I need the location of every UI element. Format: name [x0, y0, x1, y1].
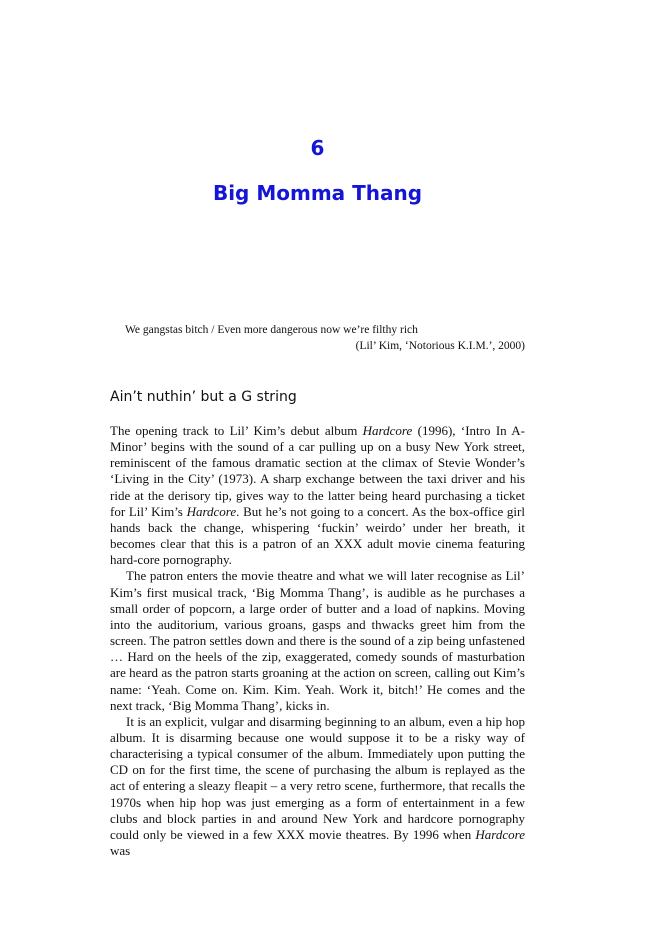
text-run: (1996), ‘Intro In A-Minor’ begins with the sound of a car pulling up on a busy New York street, reminiscent of the famous dramatic section at the climax of Stevie Wonder’s ‘Living in the City’ (1973). A sharp exchange between the taxi driver and his ride at the derisory tip, gives way to the latter being heard purchasing a ticket for Lil’ Kim’s	[110, 423, 525, 519]
epigraph-source: (Lil’ Kim, ‘Notorious K.I.M.’, 2000)	[355, 340, 525, 352]
album-title: Hardcore	[186, 503, 237, 519]
paragraph-3	[110, 714, 525, 859]
body-text	[110, 423, 525, 859]
text-run: . But he’s not going to a concert. As the box-office girl hands back the change, whispering ‘fuckin’ weirdo’ under her breath, it becomes clear that this is a patron of an XXX adult movie cinema featuring hard-core pornography.	[110, 503, 525, 568]
paragraph-2	[110, 568, 525, 713]
epigraph-quote: We gangstas bitch / Even more dangerous now we’re filthy rich	[125, 324, 418, 336]
chapter-title: Big Momma Thang	[212, 181, 423, 205]
epigraph	[125, 322, 525, 354]
paragraph-1	[110, 423, 525, 568]
album-title: Hardcore	[362, 423, 413, 438]
text-run: The opening track to Lil’ Kim’s debut album	[110, 423, 363, 438]
text-run: was	[110, 843, 131, 859]
section-heading: Ain’t nuthin’ but a G string	[110, 389, 297, 405]
album-title: Hardcore	[475, 826, 525, 842]
chapter-number: 6	[310, 136, 325, 160]
text-run: The patron enters the movie theatre and what we will later recognise as Lil’ Kim’s first musical track, ‘Big Momma Thang’, is audible as he purchases a small order of popcorn, a large order of butter and a load of napkins. Moving into the auditorium, various groans, gasps and thwacks greet him from the screen. The patron settles down and there is the sound of a zip being unfastened … Hard on the heels of the zip, exaggerated, comedy sounds of masturbation are heard as the patron starts groaning at the action on screen, calling out Kim’s name: ‘Yeah. Come on. Kim. Kim. Yeah. Work it, bitch!’ He comes and the next track, ‘Big Momma Thang’, kicks in.	[110, 568, 525, 713]
text-run: It is an explicit, vulgar and disarming beginning to an album, even a hip hop album. It is disarming because one would suppose it to be a risky way of characterising a typical consumer of the album. Immediately upon putting the CD on for the first time, the scene of purchasing the album is replayed as the act of entering a sleazy fleapit – a very retro scene, furthermore, that recalls the 1970s when hip hop was just emerging as a form of entertainment in a few clubs and block parties in and around New York and hardcore pornography could only be viewed in a few XXX movie theatres. By 1996 when	[110, 713, 525, 842]
